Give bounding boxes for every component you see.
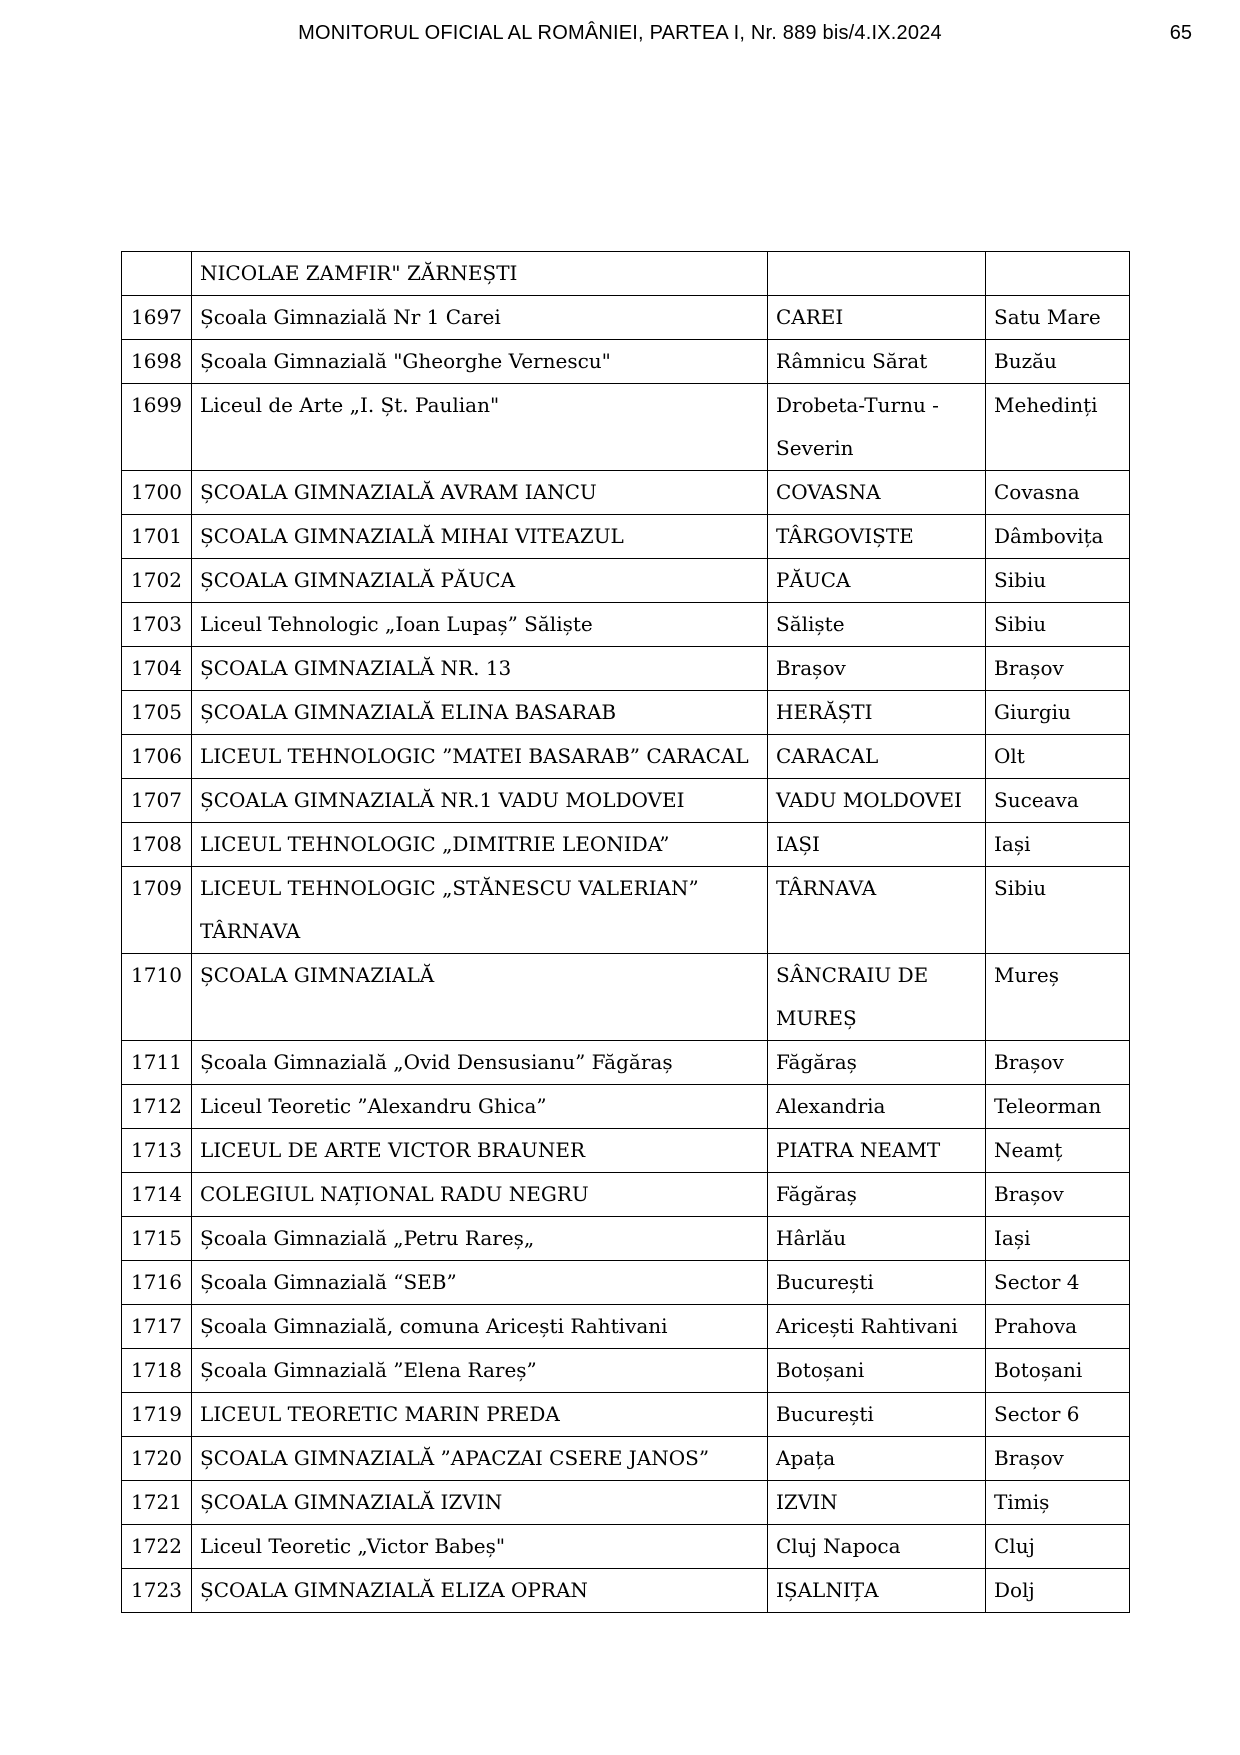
county-cell: Dâmbovița <box>986 515 1130 559</box>
county-cell: Sector 6 <box>986 1393 1130 1437</box>
schools-table <box>121 251 1130 1613</box>
county-cell: Mehedinți <box>986 384 1130 471</box>
locality-cell: PĂUCA <box>768 559 986 603</box>
row-number-cell: 1707 <box>122 779 192 823</box>
locality-cell: Săliște <box>768 603 986 647</box>
school-name-cell: Școala Gimnazială “SEB” <box>192 1261 768 1305</box>
locality-cell: PIATRA NEAMT <box>768 1129 986 1173</box>
county-cell: Prahova <box>986 1305 1130 1349</box>
county-cell: Brașov <box>986 1041 1130 1085</box>
school-name-cell: Școala Gimnazială „Petru Rareș„ <box>192 1217 768 1261</box>
county-cell: Giurgiu <box>986 691 1130 735</box>
county-cell: Timiș <box>986 1481 1130 1525</box>
table-row <box>122 1349 1130 1393</box>
locality-cell: Râmnicu Sărat <box>768 340 986 384</box>
locality-cell: Aricești Rahtivani <box>768 1305 986 1349</box>
table-row <box>122 603 1130 647</box>
school-name-cell: ȘCOALA GIMNAZIALĂ AVRAM IANCU <box>192 471 768 515</box>
page-number: 65 <box>1169 22 1192 44</box>
county-cell: Neamț <box>986 1129 1130 1173</box>
locality-cell: VADU MOLDOVEI <box>768 779 986 823</box>
school-name-cell: ȘCOALA GIMNAZIALĂ IZVIN <box>192 1481 768 1525</box>
county-cell: Satu Mare <box>986 296 1130 340</box>
table-row <box>122 1393 1130 1437</box>
school-name-cell: LICEUL TEORETIC MARIN PREDA <box>192 1393 768 1437</box>
locality-cell <box>768 252 986 296</box>
locality-cell: COVASNA <box>768 471 986 515</box>
locality-cell: TÂRGOVIȘTE <box>768 515 986 559</box>
locality-cell: București <box>768 1261 986 1305</box>
county-cell: Sibiu <box>986 603 1130 647</box>
school-name-cell: Școala Gimnazială ”Elena Rareș” <box>192 1349 768 1393</box>
table-row <box>122 1569 1130 1613</box>
locality-cell: Drobeta-Turnu - Severin <box>768 384 986 471</box>
school-name-cell: ȘCOALA GIMNAZIALĂ MIHAI VITEAZUL <box>192 515 768 559</box>
row-number-cell: 1718 <box>122 1349 192 1393</box>
school-name-cell: ȘCOALA GIMNAZIALĂ NR.1 VADU MOLDOVEI <box>192 779 768 823</box>
row-number-cell: 1709 <box>122 867 192 954</box>
school-name-cell: Liceul de Arte „I. Șt. Paulian" <box>192 384 768 471</box>
school-name-cell: Școala Gimnazială Nr 1 Carei <box>192 296 768 340</box>
schools-table-body <box>122 252 1130 1613</box>
county-cell: Sibiu <box>986 559 1130 603</box>
school-name-cell: Școala Gimnazială "Gheorghe Vernescu" <box>192 340 768 384</box>
county-cell: Brașov <box>986 647 1130 691</box>
row-number-cell: 1700 <box>122 471 192 515</box>
row-number-cell: 1706 <box>122 735 192 779</box>
school-name-cell: ȘCOALA GIMNAZIALĂ NR. 13 <box>192 647 768 691</box>
county-cell: Brașov <box>986 1173 1130 1217</box>
row-number-cell: 1723 <box>122 1569 192 1613</box>
table-row <box>122 691 1130 735</box>
row-number-cell: 1703 <box>122 603 192 647</box>
county-cell: Mureș <box>986 954 1130 1041</box>
row-number-cell: 1699 <box>122 384 192 471</box>
table-row <box>122 252 1130 296</box>
school-name-cell: Liceul Teoretic „Victor Babeș" <box>192 1525 768 1569</box>
row-number-cell: 1715 <box>122 1217 192 1261</box>
school-name-cell: Școala Gimnazială „Ovid Densusianu” Făgăraș <box>192 1041 768 1085</box>
row-number-cell: 1721 <box>122 1481 192 1525</box>
row-number-cell <box>122 252 192 296</box>
row-number-cell: 1710 <box>122 954 192 1041</box>
row-number-cell: 1714 <box>122 1173 192 1217</box>
school-name-cell: NICOLAE ZAMFIR" ZĂRNEȘTI <box>192 252 768 296</box>
locality-cell: Apața <box>768 1437 986 1481</box>
locality-cell: IȘALNIȚA <box>768 1569 986 1613</box>
locality-cell: CARACAL <box>768 735 986 779</box>
county-cell: Dolj <box>986 1569 1130 1613</box>
row-number-cell: 1720 <box>122 1437 192 1481</box>
school-name-cell: ȘCOALA GIMNAZIALĂ ”APACZAI CSERE JANOS” <box>192 1437 768 1481</box>
school-name-cell: Liceul Tehnologic „Ioan Lupaș” Săliște <box>192 603 768 647</box>
table-row <box>122 1261 1130 1305</box>
table-row <box>122 1085 1130 1129</box>
school-name-cell: ȘCOALA GIMNAZIALĂ <box>192 954 768 1041</box>
table-row <box>122 296 1130 340</box>
row-number-cell: 1719 <box>122 1393 192 1437</box>
table-row <box>122 647 1130 691</box>
row-number-cell: 1702 <box>122 559 192 603</box>
locality-cell: SÂNCRAIU DE MUREȘ <box>768 954 986 1041</box>
locality-cell: TÂRNAVA <box>768 867 986 954</box>
row-number-cell: 1701 <box>122 515 192 559</box>
row-number-cell: 1711 <box>122 1041 192 1085</box>
locality-cell: Botoșani <box>768 1349 986 1393</box>
page-header-title: MONITORUL OFICIAL AL ROMÂNIEI, PARTEA I, Nr. 889 bis/4.IX.2024 <box>298 22 942 44</box>
table-row <box>122 340 1130 384</box>
county-cell: Brașov <box>986 1437 1130 1481</box>
county-cell: Iași <box>986 1217 1130 1261</box>
school-name-cell: LICEUL TEHNOLOGIC „STĂNESCU VALERIAN” TÂRNAVA <box>192 867 768 954</box>
table-row <box>122 779 1130 823</box>
table-row <box>122 823 1130 867</box>
row-number-cell: 1722 <box>122 1525 192 1569</box>
locality-cell: Cluj Napoca <box>768 1525 986 1569</box>
county-cell: Sector 4 <box>986 1261 1130 1305</box>
table-row <box>122 1041 1130 1085</box>
county-cell: Sibiu <box>986 867 1130 954</box>
school-name-cell: LICEUL DE ARTE VICTOR BRAUNER <box>192 1129 768 1173</box>
locality-cell: Brașov <box>768 647 986 691</box>
school-name-cell: LICEUL TEHNOLOGIC ”MATEI BASARAB” CARACAL <box>192 735 768 779</box>
table-row <box>122 954 1130 1041</box>
locality-cell: Alexandria <box>768 1085 986 1129</box>
row-number-cell: 1717 <box>122 1305 192 1349</box>
locality-cell: IAȘI <box>768 823 986 867</box>
county-cell <box>986 252 1130 296</box>
locality-cell: București <box>768 1393 986 1437</box>
table-row <box>122 471 1130 515</box>
table-row <box>122 1481 1130 1525</box>
county-cell: Buzău <box>986 340 1130 384</box>
row-number-cell: 1716 <box>122 1261 192 1305</box>
table-row <box>122 1217 1130 1261</box>
locality-cell: Hârlău <box>768 1217 986 1261</box>
row-number-cell: 1697 <box>122 296 192 340</box>
table-row <box>122 1173 1130 1217</box>
table-row <box>122 1305 1130 1349</box>
county-cell: Cluj <box>986 1525 1130 1569</box>
row-number-cell: 1708 <box>122 823 192 867</box>
table-row <box>122 384 1130 471</box>
locality-cell: IZVIN <box>768 1481 986 1525</box>
school-name-cell: Școala Gimnazială, comuna Aricești Rahtivani <box>192 1305 768 1349</box>
row-number-cell: 1704 <box>122 647 192 691</box>
locality-cell: Făgăraș <box>768 1041 986 1085</box>
table-row <box>122 559 1130 603</box>
county-cell: Covasna <box>986 471 1130 515</box>
table-row <box>122 1129 1130 1173</box>
county-cell: Suceava <box>986 779 1130 823</box>
school-name-cell: Liceul Teoretic ”Alexandru Ghica” <box>192 1085 768 1129</box>
locality-cell: HERĂȘTI <box>768 691 986 735</box>
table-row <box>122 1525 1130 1569</box>
county-cell: Olt <box>986 735 1130 779</box>
school-name-cell: ȘCOALA GIMNAZIALĂ ELIZA OPRAN <box>192 1569 768 1613</box>
table-row <box>122 735 1130 779</box>
county-cell: Botoșani <box>986 1349 1130 1393</box>
table-row <box>122 1437 1130 1481</box>
table-row <box>122 867 1130 954</box>
school-name-cell: COLEGIUL NAȚIONAL RADU NEGRU <box>192 1173 768 1217</box>
county-cell: Teleorman <box>986 1085 1130 1129</box>
table-row <box>122 515 1130 559</box>
row-number-cell: 1705 <box>122 691 192 735</box>
locality-cell: Făgăraș <box>768 1173 986 1217</box>
row-number-cell: 1713 <box>122 1129 192 1173</box>
school-name-cell: ȘCOALA GIMNAZIALĂ PĂUCA <box>192 559 768 603</box>
row-number-cell: 1712 <box>122 1085 192 1129</box>
county-cell: Iași <box>986 823 1130 867</box>
row-number-cell: 1698 <box>122 340 192 384</box>
locality-cell: CAREI <box>768 296 986 340</box>
school-name-cell: ȘCOALA GIMNAZIALĂ ELINA BASARAB <box>192 691 768 735</box>
school-name-cell: LICEUL TEHNOLOGIC „DIMITRIE LEONIDA” <box>192 823 768 867</box>
